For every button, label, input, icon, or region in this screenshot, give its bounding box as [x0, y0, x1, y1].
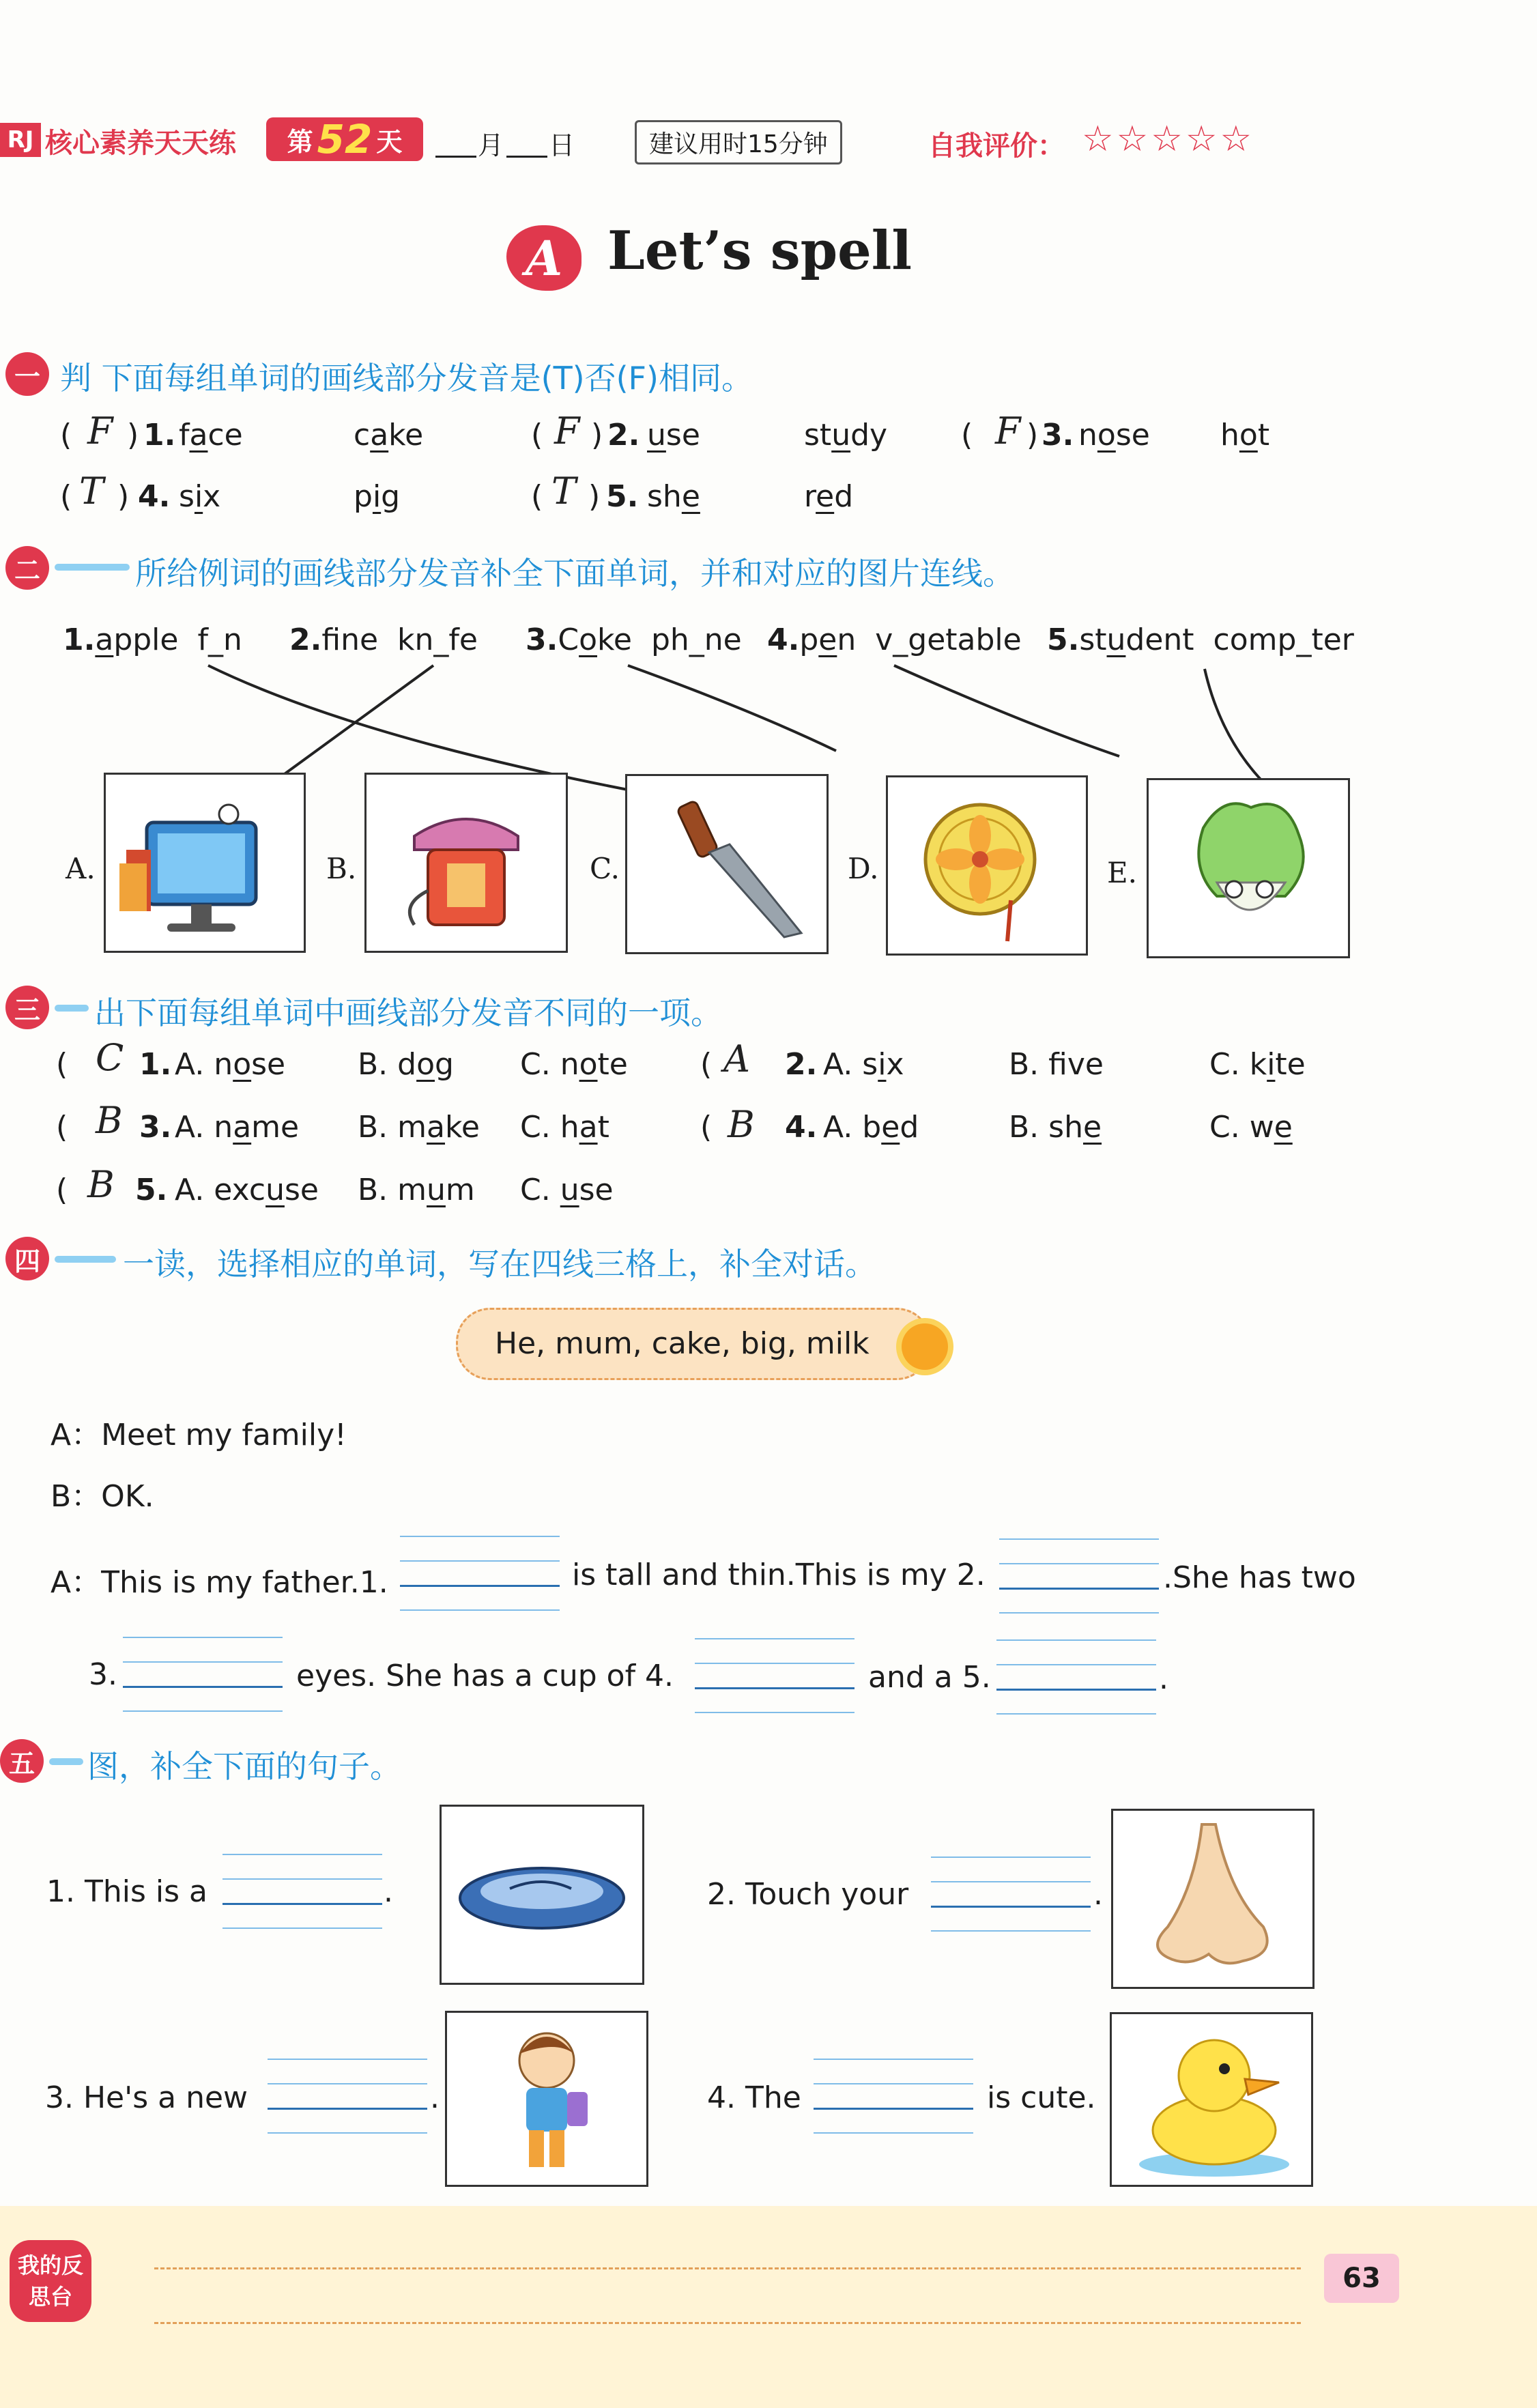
- item-number: 5.: [606, 479, 639, 514]
- sentence-suffix: .: [430, 2080, 440, 2115]
- handwritten-answer: B: [96, 1099, 123, 1142]
- footer-area: [0, 2206, 1537, 2408]
- picture-frame-plate: [440, 1805, 644, 1985]
- answer-paren: (: [60, 418, 72, 453]
- handwritten-answer: T: [551, 470, 577, 513]
- dialog-line: B：OK.: [51, 1479, 154, 1514]
- picture-label: A.: [66, 852, 96, 885]
- sun-icon: [902, 1323, 948, 1370]
- answer-field-1[interactable]: [400, 1536, 560, 1612]
- item-number: 4.: [138, 479, 171, 514]
- word: pig: [354, 479, 401, 514]
- picture-label: D.: [848, 852, 879, 885]
- picture-frame-d: [886, 775, 1088, 956]
- word: cake: [354, 418, 424, 453]
- spell-item: 2.fne kn_fe: [289, 622, 478, 657]
- dialog-line: .: [1159, 1661, 1168, 1696]
- option: B. fve: [1009, 1047, 1104, 1082]
- sentence-prefix: 4. The: [707, 2080, 801, 2115]
- suggested-time: 建议用时15分钟: [635, 120, 842, 164]
- dialog-line: is tall and thin.This is my 2.: [572, 1558, 986, 1592]
- picture-label: E.: [1107, 856, 1138, 889]
- title-badge: A: [506, 225, 581, 291]
- section4-bar: [55, 1256, 116, 1263]
- word: use: [647, 418, 700, 453]
- day-number: 52: [317, 116, 373, 162]
- answer-field-picture-4[interactable]: [814, 2059, 973, 2135]
- section3-bar: [55, 1005, 89, 1012]
- item-number: 4.: [785, 1110, 818, 1145]
- answer-paren: (: [700, 1047, 713, 1082]
- word-bank: [456, 1308, 931, 1380]
- answer-field-4[interactable]: [695, 1638, 854, 1715]
- answer-field-picture-1[interactable]: [222, 1854, 382, 1930]
- sentence-prefix: 1. This is a: [46, 1874, 207, 1909]
- word: she: [647, 479, 700, 514]
- picture-label: B.: [326, 852, 357, 885]
- answer-field-3[interactable]: [123, 1637, 283, 1713]
- item-number: 1.: [143, 418, 176, 453]
- sentence-prefix: 2. Touch your: [707, 1877, 909, 1912]
- option: C. note: [520, 1047, 628, 1082]
- picture-frame-e: [1147, 778, 1350, 958]
- item-number: 2.: [607, 418, 640, 453]
- picture-frame-duck: [1110, 2012, 1313, 2187]
- answer-field-picture-3[interactable]: [268, 2059, 427, 2135]
- picture-label: C.: [590, 852, 620, 885]
- option: A. six: [823, 1047, 904, 1082]
- sentence-suffix: .: [384, 1874, 393, 1909]
- handwritten-answer: B: [87, 1163, 115, 1206]
- word-bank-text: He, mum, cake, big, milk: [495, 1326, 870, 1361]
- word: study: [804, 418, 888, 453]
- answer-field-picture-2[interactable]: [931, 1857, 1091, 1933]
- option: B. dog: [358, 1047, 454, 1082]
- day-suffix: 天: [376, 126, 403, 157]
- answer-paren: ): [117, 479, 130, 514]
- word: hot: [1220, 418, 1270, 453]
- option: C. hat: [520, 1110, 609, 1145]
- answer-paren: (: [60, 479, 72, 514]
- word: red: [804, 479, 854, 514]
- option: A. nose: [175, 1047, 286, 1082]
- option: A. excuse: [175, 1173, 319, 1207]
- section3-badge: 三: [5, 986, 49, 1029]
- answer-paren: (: [961, 418, 973, 453]
- handwritten-answer: T: [79, 470, 104, 513]
- option: B. make: [358, 1110, 480, 1145]
- dialog-line: and a 5.: [868, 1660, 991, 1695]
- connecting-lines: [0, 0, 1537, 819]
- picture-frame-student: [445, 2011, 648, 2187]
- word: face: [179, 418, 243, 453]
- telephone-icon: [367, 775, 566, 951]
- answer-paren: (: [531, 418, 543, 453]
- plate-icon: [442, 1807, 642, 1983]
- picture-frame-c: [625, 774, 829, 954]
- month-label: 月: [478, 130, 504, 160]
- day-prefix: 第: [287, 126, 313, 157]
- sentence-suffix: is cute.: [987, 2080, 1096, 2115]
- self-eval-label: 自我评价：: [928, 130, 1065, 162]
- page-title: Let’s spell: [607, 220, 913, 282]
- student-icon: [447, 2013, 646, 2185]
- brand-badge: RJ: [0, 123, 41, 157]
- dialog-line: .She has two: [1163, 1560, 1356, 1595]
- spell-item: 3.Coke ph_ne: [526, 622, 742, 657]
- word: six: [179, 479, 221, 514]
- section5-bar: [49, 1758, 83, 1765]
- section4-title: 一读，选择相应的单词，写在四线三格上，补全对话。: [123, 1246, 876, 1282]
- item-number: 2.: [785, 1047, 818, 1082]
- handwritten-answer: F: [554, 410, 580, 453]
- option: B. she: [1009, 1110, 1102, 1145]
- reflect-badge: 我的反思台: [10, 2240, 91, 2322]
- cabbage-icon: [1149, 780, 1348, 956]
- brand-text: 核心素养天天练: [45, 128, 236, 159]
- answer-paren: (: [56, 1047, 68, 1082]
- rating-stars[interactable]: ☆☆☆☆☆: [1082, 119, 1255, 160]
- answer-paren: (: [56, 1110, 68, 1145]
- picture-frame-b: [364, 773, 568, 953]
- handwritten-answer: B: [728, 1103, 755, 1146]
- day-label: 日: [549, 130, 575, 160]
- word: nose: [1078, 418, 1150, 453]
- answer-paren: (: [531, 479, 543, 514]
- option: C. kite: [1209, 1047, 1306, 1082]
- item-number: 1.: [139, 1047, 172, 1082]
- answer-field-5[interactable]: [996, 1639, 1156, 1716]
- handwritten-answer: F: [87, 410, 113, 453]
- reflect-line[interactable]: [154, 2267, 1301, 2269]
- nose-icon: [1113, 1811, 1312, 1987]
- option: C. we: [1209, 1110, 1293, 1145]
- answer-paren: ): [127, 418, 139, 453]
- handwritten-answer: A: [723, 1037, 750, 1080]
- answer-paren: ): [591, 418, 603, 453]
- section4-badge: 四: [5, 1237, 49, 1280]
- dialog-line: eyes. She has a cup of 4.: [296, 1659, 674, 1693]
- reflect-line[interactable]: [154, 2322, 1301, 2324]
- picture-frame-a: [104, 773, 306, 953]
- option: A. name: [175, 1110, 300, 1145]
- answer-field-2[interactable]: [999, 1538, 1159, 1615]
- spell-item: 5.student comp_ter: [1047, 622, 1354, 657]
- item-number: 3.: [139, 1110, 172, 1145]
- sentence-prefix: 3. He's a new: [45, 2080, 248, 2115]
- section1-title: 判 下面每组单词的画线部分发音是(T)否(F)相同。: [60, 360, 753, 397]
- spell-item: 4.pen v_getable: [767, 622, 1022, 657]
- dialog-line: A：Meet my family!: [51, 1418, 347, 1452]
- page-number: 63: [1324, 2254, 1399, 2303]
- section2-badge: 二: [5, 546, 49, 590]
- dialog-line: A：This is my father.1.: [51, 1565, 388, 1600]
- section3-title: 出下面每组单词中画线部分发音不同的一项。: [94, 994, 722, 1031]
- answer-paren: ): [1026, 418, 1039, 453]
- section5-title: 图，补全下面的句子。: [87, 1748, 401, 1785]
- spell-item: 1.apple f_n: [63, 622, 242, 657]
- knife-icon: [627, 776, 827, 952]
- handwritten-answer: C: [96, 1036, 124, 1079]
- fan-icon: [888, 777, 1086, 954]
- option: A. bed: [823, 1110, 919, 1145]
- duck-icon: [1112, 2014, 1311, 2185]
- section5-badge: 五: [0, 1739, 44, 1783]
- answer-paren: (: [56, 1173, 68, 1207]
- answer-paren: ): [588, 479, 601, 514]
- section1-badge: 一: [5, 352, 49, 396]
- picture-frame-nose: [1111, 1809, 1315, 1989]
- item-number: 3.: [1042, 418, 1074, 453]
- section2-title: 所给例词的画线部分发音补全下面单词，并和对应的图片连线。: [135, 555, 1014, 592]
- handwritten-answer: F: [995, 410, 1021, 453]
- sentence-suffix: .: [1093, 1877, 1103, 1912]
- computer-icon: [106, 775, 304, 951]
- option: B. mum: [358, 1173, 475, 1207]
- item-number: 5.: [135, 1173, 168, 1207]
- answer-paren: (: [700, 1110, 713, 1145]
- dialog-line: 3.: [89, 1657, 117, 1692]
- option: C. use: [520, 1173, 614, 1207]
